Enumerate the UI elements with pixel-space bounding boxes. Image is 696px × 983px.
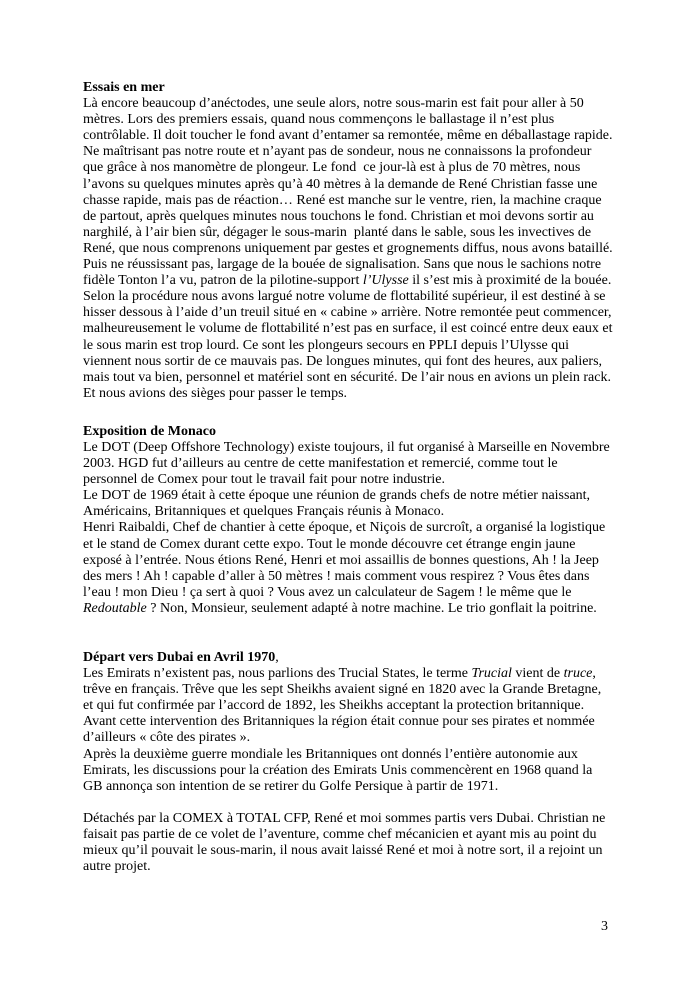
section-essais-en-mer [83,80,617,402]
paragraph [83,666,614,714]
paragraph [83,714,614,746]
section-exposition-de-monaco [83,424,614,617]
text-run: Avant cette intervention des Britanniques la région était connue pour ses pirates et nommée d’ailleurs « côte des pirates ». [83,714,599,746]
section-heading [83,80,614,96]
paragraph [83,520,614,617]
italic-text-run: l’Ulysse [362,273,409,289]
section-depart-vers-dubai [83,650,614,795]
section-heading [83,424,614,440]
section-heading-text: Essais en mer [83,80,165,95]
section-heading-text: Départ vers Dubai en Avril 1970 [83,650,276,665]
italic-text-run: Redoutable [83,600,147,616]
text-run: Le DOT de 1969 était à cette époque une réunion de grands chefs de notre métier naissant, Américains, Britanniques et quelques Français réunis à Monaco. [83,488,593,520]
text-run: vient de [511,666,564,682]
paragraph [83,747,614,795]
text-run: Henri Raibaldi, Chef de chantier à cette époque, et Niçois de surcroît, a organisé la logistique et le stand de Comex durant cette expo. Tout le monde découvre cet étrange engin jaune exposé à l’entrée. Nous étions René, Henri et moi assaillis de bonnes questions, Ah ! la Jeep des mers ! Ah ! capable d’aller à 50 mètres ! mais comment vous respirez ? Vous êtes dans l’eau ! mon Dieu ! ça sert à quoi ? Vous avez un calculateur de Sagem ! le même que le [83,520,609,600]
document-content [83,80,617,875]
text-run: Le DOT (Deep Offshore Technology) existe toujours, il fut organisé à Marseille en Novembre 2003. HGD fut d’ailleurs au centre de cette manifestation et remercié, comme tout le personnel de Comex pour tout le travail fait pour notre industrie. [83,439,614,488]
section-heading-text: Exposition de Monaco [83,423,217,439]
text-run: Là encore beaucoup d’anéctodes, une seule alors, notre sous-marin est fait pour aller à 50 mètres. Lors des premiers essais, quand nous commençons le ballastage il n’est plus contrôlable. Il doit toucher le fond avant d’entamer sa remontée, même en déballastage rapide. Ne maîtrisant pas notre route et n’ayant pas de sondeur, nous ne connaissons la profondeur que grâce à nos manomètre de plongeur. Le fond ce jour-là est à plus de 70 mètres, nous l’avons su quelques minutes après qu’à 40 mètres à la demande de René Christian fasse une chasse rapide, mais pas de réaction… René est manche sur le ventre, rien, la machine craque de partout, après quelques minutes nous touchons le fond. Christian et moi devons sortir au narghilé, à l’air bien sûr, dégager le sous-marin planté dans le sable, sous les invectives de René, que nous comprenons uniquement par gestes et grognements diffus, nous avons bataillé. Puis ne réussissant pas, largage de la bouée de signalisation. Sans que nous le sachions notre fidèle Tonton l’a vu, patron de la pilotine-support [83,96,617,289]
section-body [83,811,614,875]
paragraph [83,488,614,520]
section-detaches-comex-total [83,811,614,875]
text-run: il s’est mis à proximité de la bouée. Selon la procédure nous avons largué notre volume de flottabilité supérieur, il est destiné à se hisser dessous à l’aide d’un treuil situé en « cabine » arrière. Notre remontée peut commencer, malheureusement le volume de flottabilité n’est pas en surface, il est coincé entre deux eaux et le sous marin est trop lourd. Ce sont les plongeurs secours en PPLI depuis l’Ulysse qui viennent nous sortir de ce mauvais pas. De longues minutes, qui font des heures, aux paliers, mais tout va bien, personnel et matériel sont en sécurité. De l’air nous en avions un plein rack. Et nous avions des sièges pour passer le temps. [83,273,616,401]
section-heading [83,650,614,666]
paragraph [83,440,614,488]
italic-text-run: truce [563,666,593,682]
italic-text-run: Trucial [471,666,512,682]
text-run: ? Non, Monsieur, seulement adapté à notre machine. Le trio gonflait la poitrine. [146,600,597,616]
text-run: Après la deuxième guerre mondiale les Britanniques ont donnés l’entière autonomie aux Emirats, les discussions pour la création des Emirats Unis commencèrent en 1968 quand la GB annonça son intention de se retirer du Golfe Persique à partir de 1971. [83,746,596,794]
paragraph [83,96,617,402]
text-run: Détachés par la COMEX à TOTAL CFP, René et moi sommes partis vers Dubai. Christian ne faisait pas partie de ce volet de l’aventure, comme chef mécanicien et ayant mis au point du mieux qu’il pouvait le sous-marin, il nous avait laissé René et moi à notre sort, il a rejoint un autre projet. [83,810,609,875]
section-heading-suffix: , [275,650,279,665]
section-body [83,96,617,402]
paragraph [83,811,614,875]
section-body [83,440,614,617]
text-run: Les Emirats n’existent pas, nous parlions des Trucial States, le terme [83,666,472,682]
section-body [83,666,614,795]
text-run: , trêve en français. Trêve que les sept Sheikhs avaient signé en 1820 avec la Grande Bretagne, et qui fut confirmée par l’accord de 1892, les Sheikhs acceptant la protection britannique. [83,666,605,714]
page-number: 3 [601,919,608,934]
